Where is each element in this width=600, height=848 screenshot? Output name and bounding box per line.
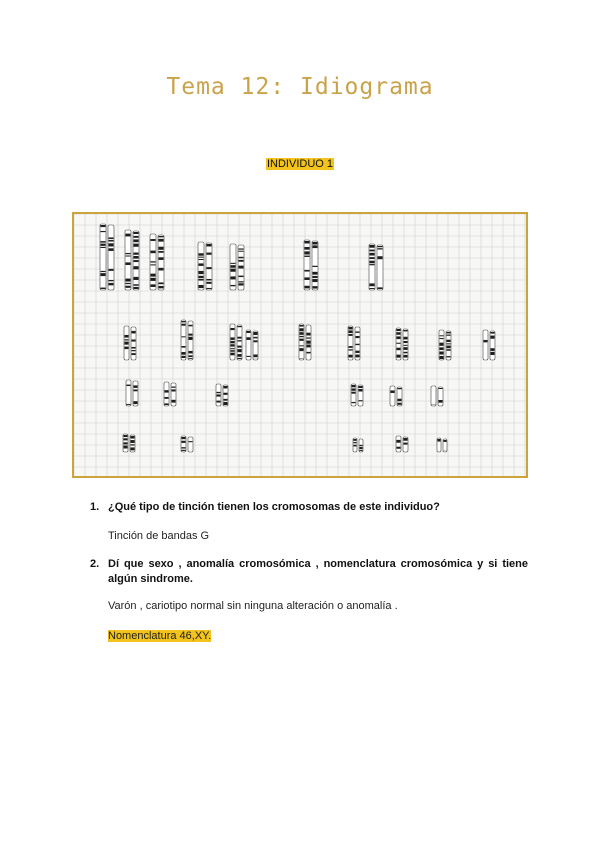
chromosome xyxy=(358,385,363,406)
chromosome xyxy=(397,387,402,406)
chromosome xyxy=(490,331,495,360)
question-1 xyxy=(90,500,528,515)
chromosome xyxy=(230,324,235,360)
chromosome xyxy=(253,331,258,360)
chromosome xyxy=(158,235,164,290)
karyotype-figure xyxy=(72,212,528,478)
chromosome xyxy=(223,385,228,406)
chromosome xyxy=(131,327,136,360)
nomenclature-text: Nomenclatura 46,XY. xyxy=(108,630,212,642)
chromosome xyxy=(299,324,304,360)
question-1-number: 1. xyxy=(90,501,100,513)
chromosome xyxy=(171,383,176,406)
chromosome xyxy=(181,320,186,360)
chromosome xyxy=(351,384,356,406)
chromosome xyxy=(312,241,318,290)
answer-1: Tinción de bandas G xyxy=(108,530,210,542)
chromosome xyxy=(181,436,186,452)
chromosome xyxy=(355,327,360,360)
chromosome xyxy=(100,224,106,290)
chromosome xyxy=(124,326,129,360)
chromosome xyxy=(403,329,408,360)
question-1-text: ¿Qué tipo de tinción tienen los cromosomas de este individuo? xyxy=(108,501,440,513)
chromosome xyxy=(403,437,408,452)
chromosome xyxy=(123,434,128,452)
question-2-number: 2. xyxy=(90,558,100,570)
chromosome xyxy=(150,234,156,290)
chromosome xyxy=(198,242,204,290)
chromosome xyxy=(216,384,221,406)
chromosome xyxy=(238,245,244,290)
chromosome xyxy=(438,387,443,406)
chromosome xyxy=(306,325,311,360)
karyotype-image xyxy=(74,214,526,476)
question-2 xyxy=(90,557,528,587)
chromosome xyxy=(108,225,114,290)
chromosome xyxy=(437,438,441,452)
chromosome xyxy=(443,439,447,452)
answer-2: Varón , cariotipo normal sin ninguna alteración o anomalía . xyxy=(108,600,398,612)
chromosome xyxy=(126,380,131,406)
chromosome xyxy=(369,244,375,290)
chromosome xyxy=(431,386,436,406)
chromosome xyxy=(133,381,138,406)
chromosome xyxy=(353,438,357,452)
chromosome xyxy=(230,244,236,290)
chromosome xyxy=(348,326,353,360)
chromosome xyxy=(446,331,451,360)
nomenclature xyxy=(108,630,211,642)
chromosome xyxy=(396,436,401,452)
chromosome xyxy=(188,321,193,360)
chromosome xyxy=(483,330,488,360)
chromosome xyxy=(246,330,251,360)
chromosome xyxy=(359,439,363,452)
chromosome xyxy=(304,240,310,290)
individual-heading xyxy=(0,154,600,172)
chromosome xyxy=(237,325,242,360)
chromosome xyxy=(164,382,169,406)
chromosome xyxy=(125,230,131,290)
question-2-text: Dí que sexo , anomalía cromosómica , nomenclatura cromosómica y si tiene algún sindrome. xyxy=(108,558,528,585)
individual-label: INDIVIDUO 1 xyxy=(266,158,333,170)
chromosome xyxy=(390,386,395,406)
chromosome xyxy=(188,437,193,452)
chromosome xyxy=(133,231,139,290)
chromosome xyxy=(396,328,401,360)
chromosome xyxy=(377,245,383,290)
chromosome xyxy=(439,330,444,360)
chromosome xyxy=(130,435,135,452)
page-title: Tema 12: Idiograma xyxy=(166,74,434,100)
chromosome xyxy=(206,243,212,290)
